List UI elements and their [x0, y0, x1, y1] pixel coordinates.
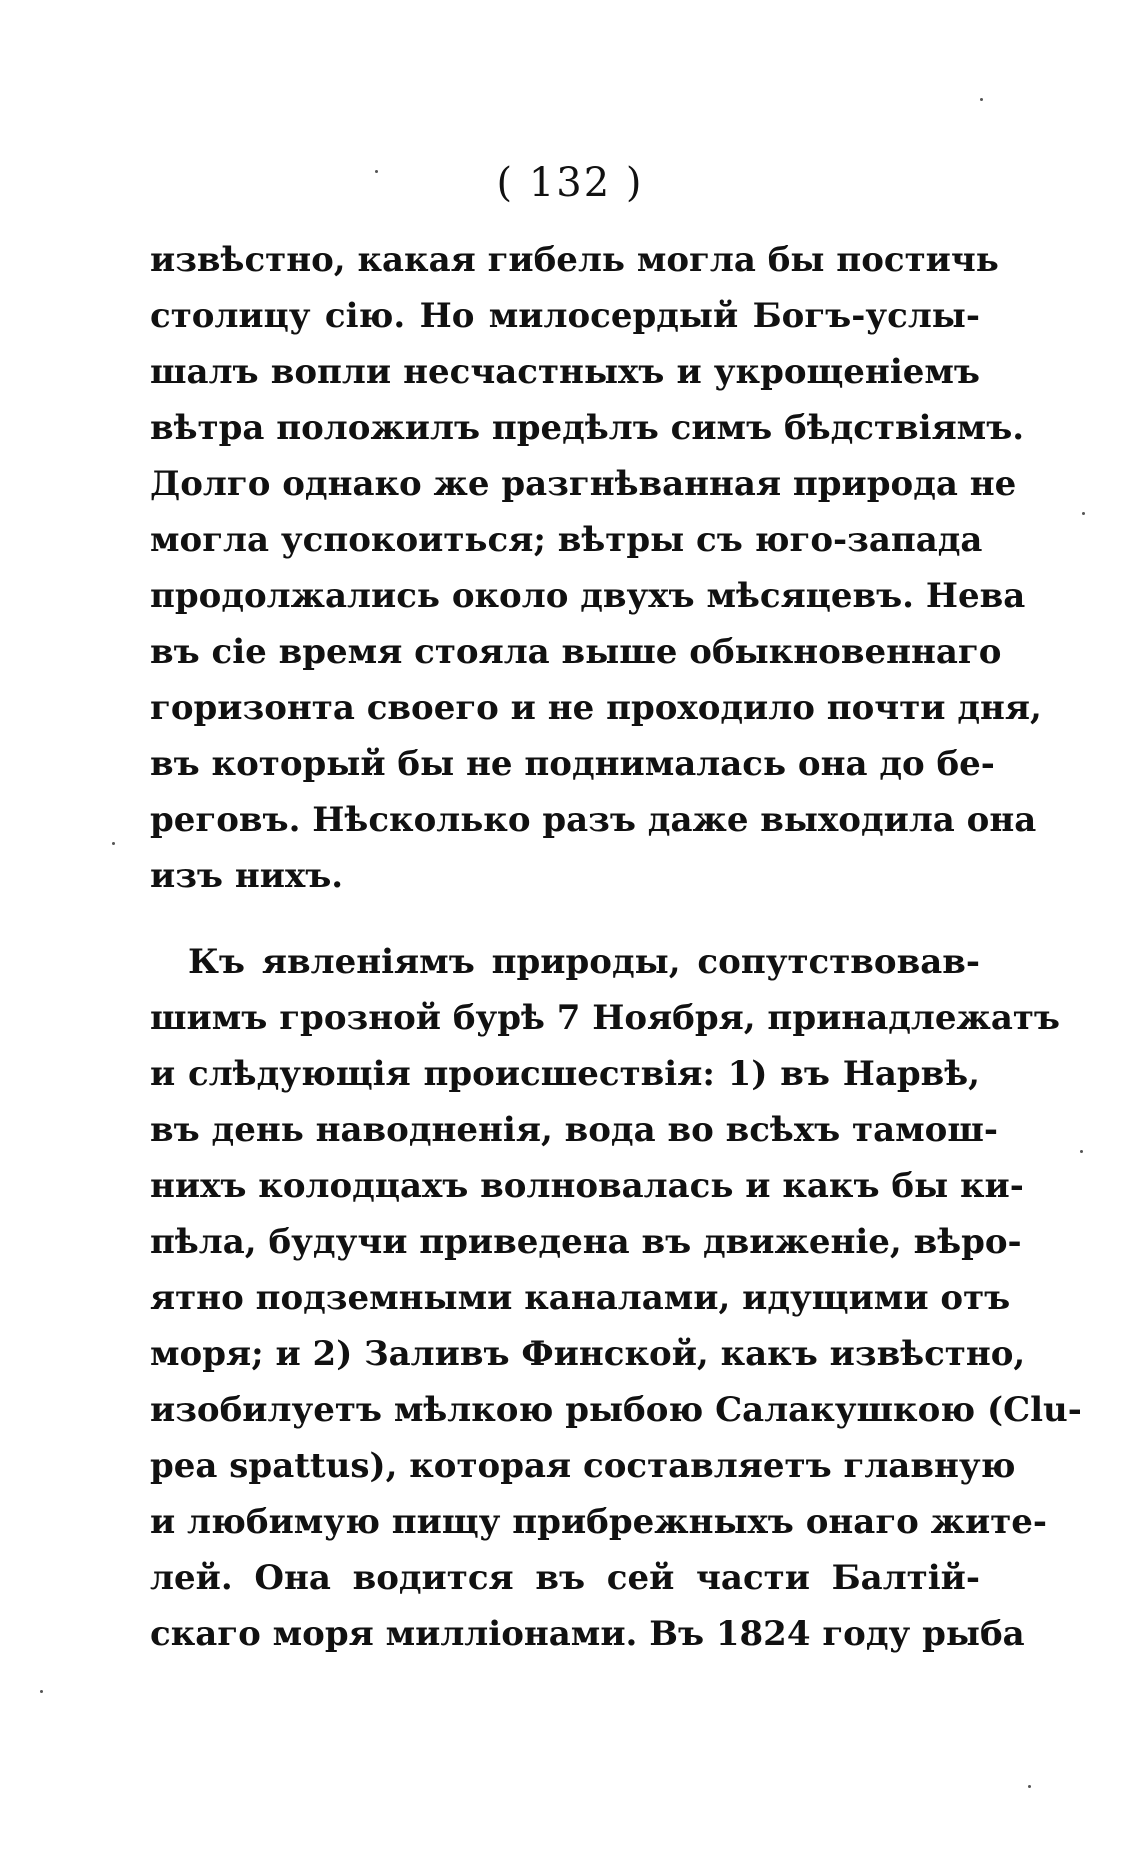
text-line: лей. Она водится въ сей части Балтій-	[150, 1558, 980, 1598]
text-line: изобилуетъ мѣлкою рыбою Салакушкою (Clu-	[150, 1390, 1082, 1430]
text-line: столицу сію. Но милосердый Богъ-услы-	[150, 296, 980, 336]
paper-speck	[1082, 512, 1085, 515]
paragraph-2	[150, 934, 1082, 1662]
text-line: ятно подземными каналами, идущими отъ	[150, 1278, 1011, 1318]
paper-speck	[40, 1690, 43, 1693]
paper-speck	[375, 170, 378, 173]
text-line: реговъ. Нѣсколько разъ даже выходила она	[150, 800, 1037, 840]
paper-speck	[1080, 1150, 1083, 1153]
text-line: шимъ грозной бурѣ 7 Ноября, принадлежатъ	[150, 998, 1060, 1038]
text-line: pea spattus), которая составляетъ главную	[150, 1446, 1016, 1486]
text-line: горизонта своего и не проходило почти дня,	[150, 688, 1042, 728]
text-line: въ день наводненія, вода во всѣхъ тамош-	[150, 1110, 998, 1150]
text-line: въ сіе время стояла выше обыкновеннаго	[150, 632, 1002, 672]
text-line: могла успокоиться; вѣтры съ юго-запада	[150, 520, 983, 560]
text-line: Долго однако же разгнѣванная природа не	[150, 464, 1017, 504]
text-line: и слѣдующія происшествія: 1) въ Нарвѣ,	[150, 1054, 980, 1094]
text-line: шалъ вопли несчастныхъ и укрощеніемъ	[150, 352, 980, 392]
paragraph-1	[150, 232, 1042, 904]
body-text	[150, 232, 1082, 1662]
text-line: извѣстно, какая гибель могла бы постичь	[150, 240, 999, 280]
paper-speck	[980, 98, 983, 101]
text-line: нихъ колодцахъ волновалась и какъ бы ки-	[150, 1166, 1024, 1206]
text-line: пѣла, будучи приведена въ движеніе, вѣро-	[150, 1222, 1022, 1262]
text-line: и любимую пищу прибрежныхъ онаго жите-	[150, 1502, 1048, 1542]
text-line: вѣтра положилъ предѣлъ симъ бѣдствіямъ.	[150, 408, 1025, 448]
paper-speck	[1028, 1785, 1031, 1788]
text-line: моря; и 2) Заливъ Финской, какъ извѣстно,	[150, 1334, 1026, 1374]
text-line: изъ нихъ.	[150, 856, 344, 896]
paper-speck	[112, 842, 115, 845]
paragraph-spacer	[150, 904, 980, 934]
text-line: Къ явленіямъ природы, сопутствовав-	[188, 942, 980, 982]
text-line: скаго моря милліонами. Въ 1824 году рыба	[150, 1614, 1025, 1654]
page-number: ( 132 )	[496, 160, 644, 206]
text-line: продолжались около двухъ мѣсяцевъ. Нева	[150, 576, 1026, 616]
text-line: въ который бы не поднималась она до бе-	[150, 744, 995, 784]
